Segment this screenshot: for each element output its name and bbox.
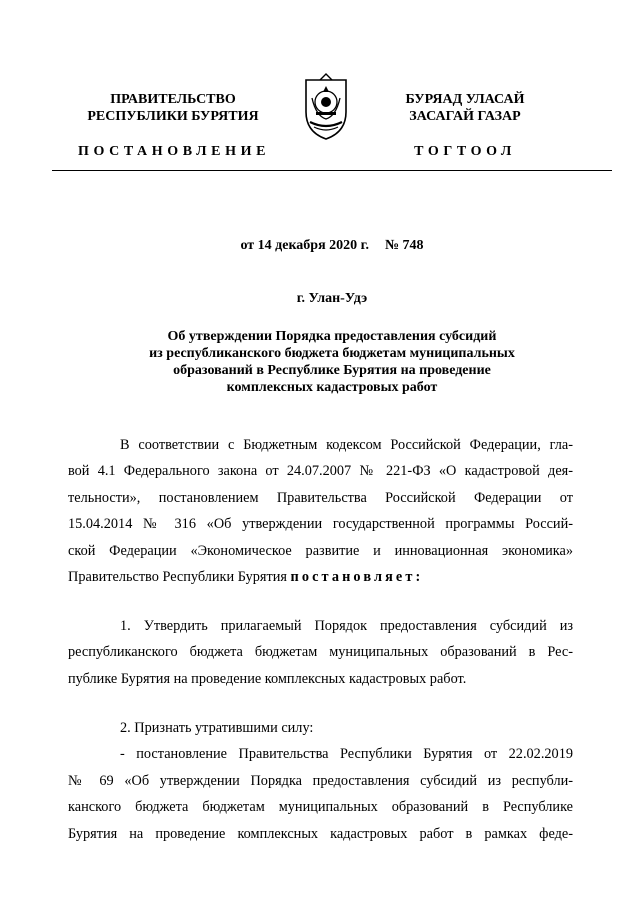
header-right-line1: БУРЯАД УЛАСАЙ — [405, 92, 525, 107]
header-divider — [52, 170, 612, 171]
header-right-doc-type: ТОГТООЛ — [414, 144, 516, 159]
header-left-line2: РЕСПУБЛИКИ БУРЯТИЯ — [87, 109, 259, 124]
document-city: г. Улан-Удэ — [296, 291, 368, 306]
text-line: республиканского бюджета бюджетам муниципальных образований в Рес- — [68, 644, 573, 661]
title-line: комплексных кадастровых работ — [226, 380, 438, 395]
text-line: - постановление Правительства Республики Бурятия от 22.02.2019 — [120, 746, 573, 763]
header-right — [372, 91, 558, 125]
text-line: тельности», постановлением Правительства Российской Федерации от — [68, 489, 573, 506]
title-line: из республиканского бюджета бюджетам муниципальных — [149, 346, 515, 361]
text-line: 1. Утвердить прилагаемый Порядок предоставления субсидий из — [120, 618, 573, 634]
paragraph-preamble — [68, 432, 573, 590]
resolution-keyword: постановляет: — [290, 569, 424, 586]
text-line: канского бюджета бюджетам муниципальных образований в Республике — [68, 799, 573, 816]
paragraph-item-1 — [68, 613, 573, 692]
document-date: от 14 декабря 2020 г. — [240, 238, 369, 253]
document-date-number — [52, 237, 612, 254]
text-line: публике Бурятия на проведение комплексных кадастровых работ. — [68, 670, 467, 687]
text-line: № 69 «Об утверждении Порядка предоставления субсидий из республи- — [68, 772, 573, 789]
document-number: № 748 — [384, 238, 424, 253]
title-line: образований в Республике Бурятия на проведение — [173, 363, 491, 378]
header-left-line1: ПРАВИТЕЛЬСТВО — [110, 92, 236, 107]
text-line: Бурятия на проведение комплексных кадастровых работ в рамках феде- — [68, 825, 573, 842]
text-line: вой 4.1 Федерального закона от 24.07.2007 № 221-ФЗ «О кадастровой дея- — [68, 463, 573, 480]
text-line-plain: Правительство Республики Бурятия — [68, 569, 291, 586]
coat-of-arms-icon — [300, 72, 352, 142]
header-left-doc-type: ПОСТАНОВЛЕНИЕ — [77, 144, 271, 159]
document-title — [52, 328, 612, 396]
text-line — [68, 564, 573, 590]
header-right-line2: ЗАСАГАЙ ГАЗАР — [409, 109, 521, 124]
text-line: В соответствии с Бюджетным кодексом Российской Федерации, гла- — [120, 437, 573, 453]
text-line: 2. Признать утратившими силу: — [120, 720, 314, 736]
paragraph-item-2 — [68, 715, 573, 847]
text-line: ской Федерации «Экономическое развитие и инновационная экономика» — [68, 542, 573, 559]
text-line: 15.04.2014 № 316 «Об утверждении государственной программы Россий- — [68, 516, 573, 533]
header-left — [80, 91, 266, 125]
title-line: Об утверждении Порядка предоставления субсидий — [167, 329, 497, 344]
